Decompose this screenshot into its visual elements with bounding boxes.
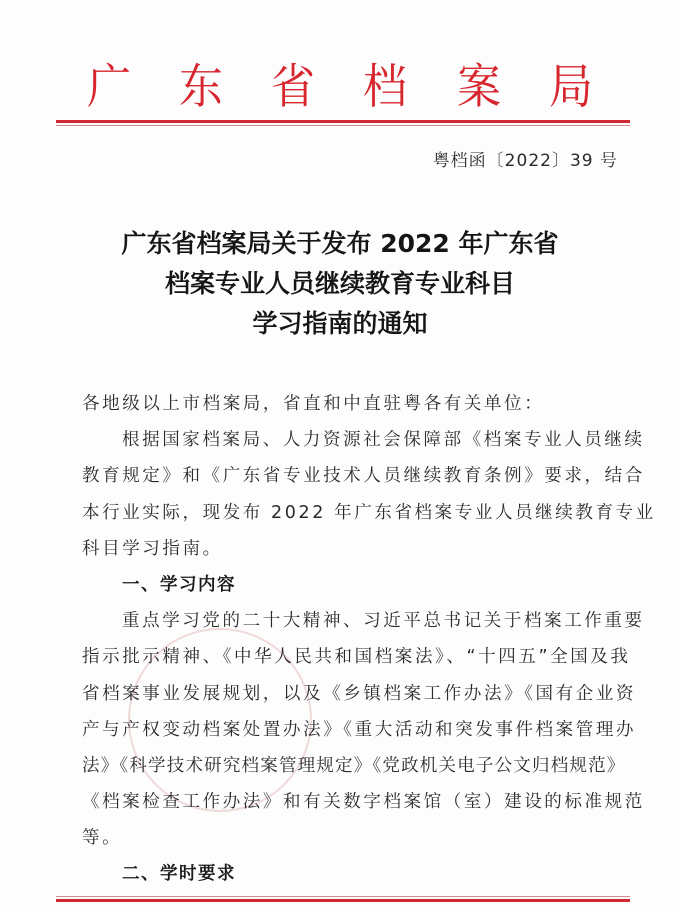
letterhead-char: 省 <box>271 59 315 115</box>
section1-line: 省档案事业发展规划，以及《乡镇档案工作办法》《国有企业资 <box>82 683 637 704</box>
intro-line: 教育规定》和《广东省专业技术人员继续教育条例》要求，结合 <box>82 466 645 487</box>
section1-line: 等。 <box>82 828 123 849</box>
letterhead-char: 局 <box>549 59 593 115</box>
document-body <box>82 386 656 893</box>
title-line: 档案专业人员继续教育专业科目 <box>164 269 515 298</box>
letterhead-char: 东 <box>179 59 223 115</box>
footer-rule-thick <box>56 899 630 902</box>
footer-rule-thin <box>56 896 630 897</box>
letterhead-char: 案 <box>457 59 501 115</box>
section1-line: 重点学习党的二十大精神、习近平总书记关于档案工作重要 <box>122 611 645 632</box>
header-rule-thick <box>56 120 630 123</box>
letterhead <box>0 59 680 115</box>
section-heading-study-content: 一、学习内容 <box>122 574 236 595</box>
intro-line: 科目学习指南。 <box>82 538 223 559</box>
section1-line: 产与产权变动档案处置办法》《重大活动和突发事件档案管理办 <box>82 719 637 740</box>
title-line: 广东省档案局关于发布 2022 年广东省 <box>121 229 559 258</box>
document-number: 粤档函〔2022〕39 号 <box>432 151 618 171</box>
section1-line: 法》《科学技术研究档案管理规定》《党政机关电子公文归档规范》 <box>82 755 626 776</box>
intro-line: 根据国家档案局、人力资源社会保障部《档案专业人员继续 <box>122 430 645 451</box>
section-heading-hours-requirement: 二、学时要求 <box>122 864 236 885</box>
header-rule-thin <box>56 125 630 126</box>
section1-line: 指示批示精神、《中华人民共和国档案法》、“十四五”全国及我 <box>82 647 631 668</box>
salutation: 各地级以上市档案局，省直和中直驻粤各有关单位： <box>82 394 545 414</box>
section1-line: 《档案检查工作办法》和有关数字档案馆（室）建设的标准规范 <box>82 792 645 813</box>
title-line: 学习指南的通知 <box>252 309 428 338</box>
document-title <box>0 224 680 344</box>
letterhead-char: 档 <box>363 59 407 115</box>
letterhead-char: 广 <box>87 59 131 115</box>
intro-line: 本行业实际，现发布 2022 年广东省档案专业人员继续教育专业 <box>82 502 656 523</box>
